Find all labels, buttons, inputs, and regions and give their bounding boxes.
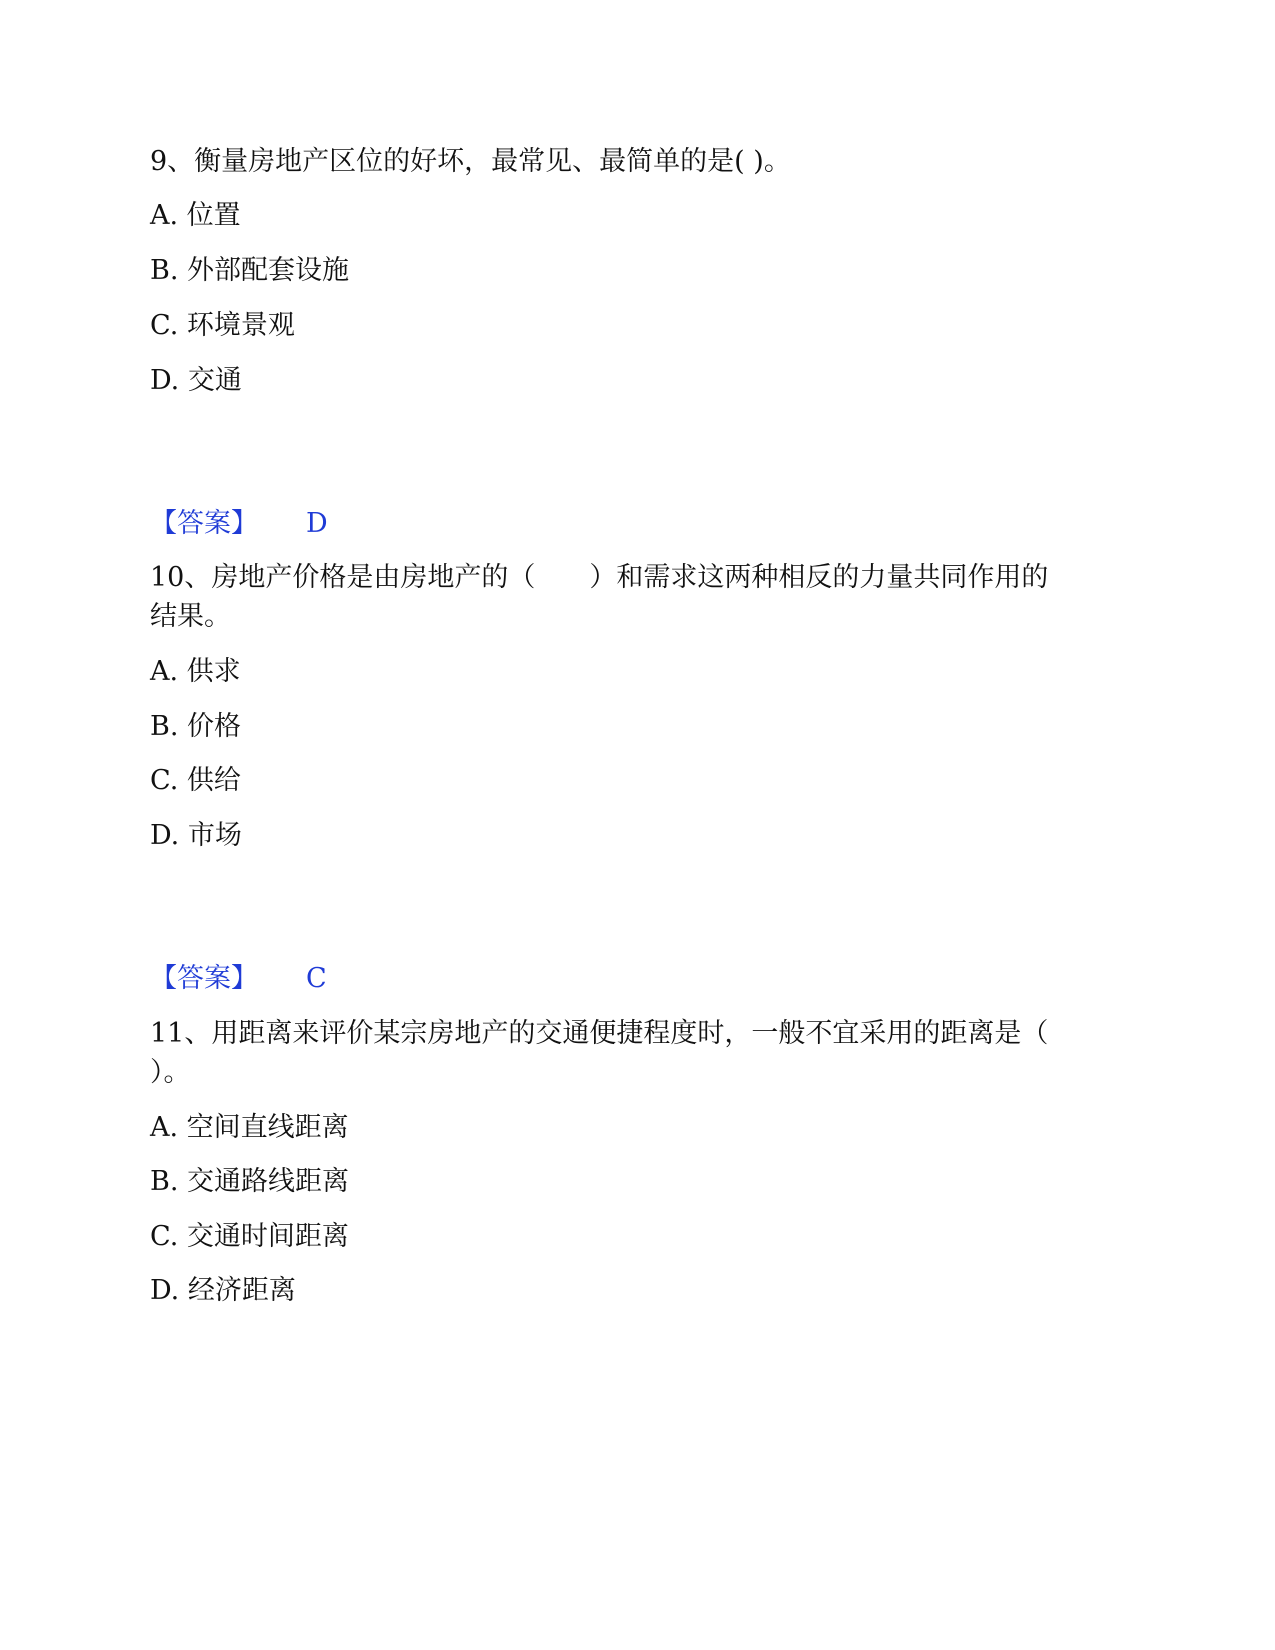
question-9-option-d: D. 交通 <box>150 365 242 396</box>
answer-label: 【答案】 <box>150 963 258 994</box>
question-10-option-a: A. 供求 <box>150 656 241 687</box>
question-11-stem-line-2: ）。 <box>150 1057 191 1088</box>
question-11-option-b: B. 交通路线距离 <box>150 1166 350 1197</box>
question-10-option-b: B. 价格 <box>150 711 242 742</box>
answer-value: D <box>306 508 328 539</box>
question-11-option-c: C. 交通时间距离 <box>150 1221 349 1252</box>
question-10-answer <box>150 959 327 999</box>
question-10-stem-line-2: 结果。 <box>150 601 231 632</box>
question-11-option-a: A. 空间直线距离 <box>150 1112 349 1143</box>
question-11-stem-line-1: 11、用距离来评价某宗房地产的交通便捷程度时，一般不宜采用的距离是（ <box>150 1018 1049 1049</box>
answer-label: 【答案】 <box>150 508 258 539</box>
question-11-option-d: D. 经济距离 <box>150 1275 296 1306</box>
question-10-option-d: D. 市场 <box>150 820 242 851</box>
question-9-option-a: A. 位置 <box>150 200 241 231</box>
question-10-stem-line-1: 10、房地产价格是由房地产的（ ）和需求这两种相反的力量共同作用的 <box>150 562 1049 593</box>
question-9-option-c: C. 环境景观 <box>150 310 295 341</box>
question-9-answer <box>150 504 328 544</box>
answer-value: C <box>306 963 327 994</box>
question-9-stem: 9、衡量房地产区位的好坏，最常见、最简单的是( )。 <box>150 146 791 177</box>
question-9-option-b: B. 外部配套设施 <box>150 255 350 286</box>
question-10-option-c: C. 供给 <box>150 765 241 796</box>
